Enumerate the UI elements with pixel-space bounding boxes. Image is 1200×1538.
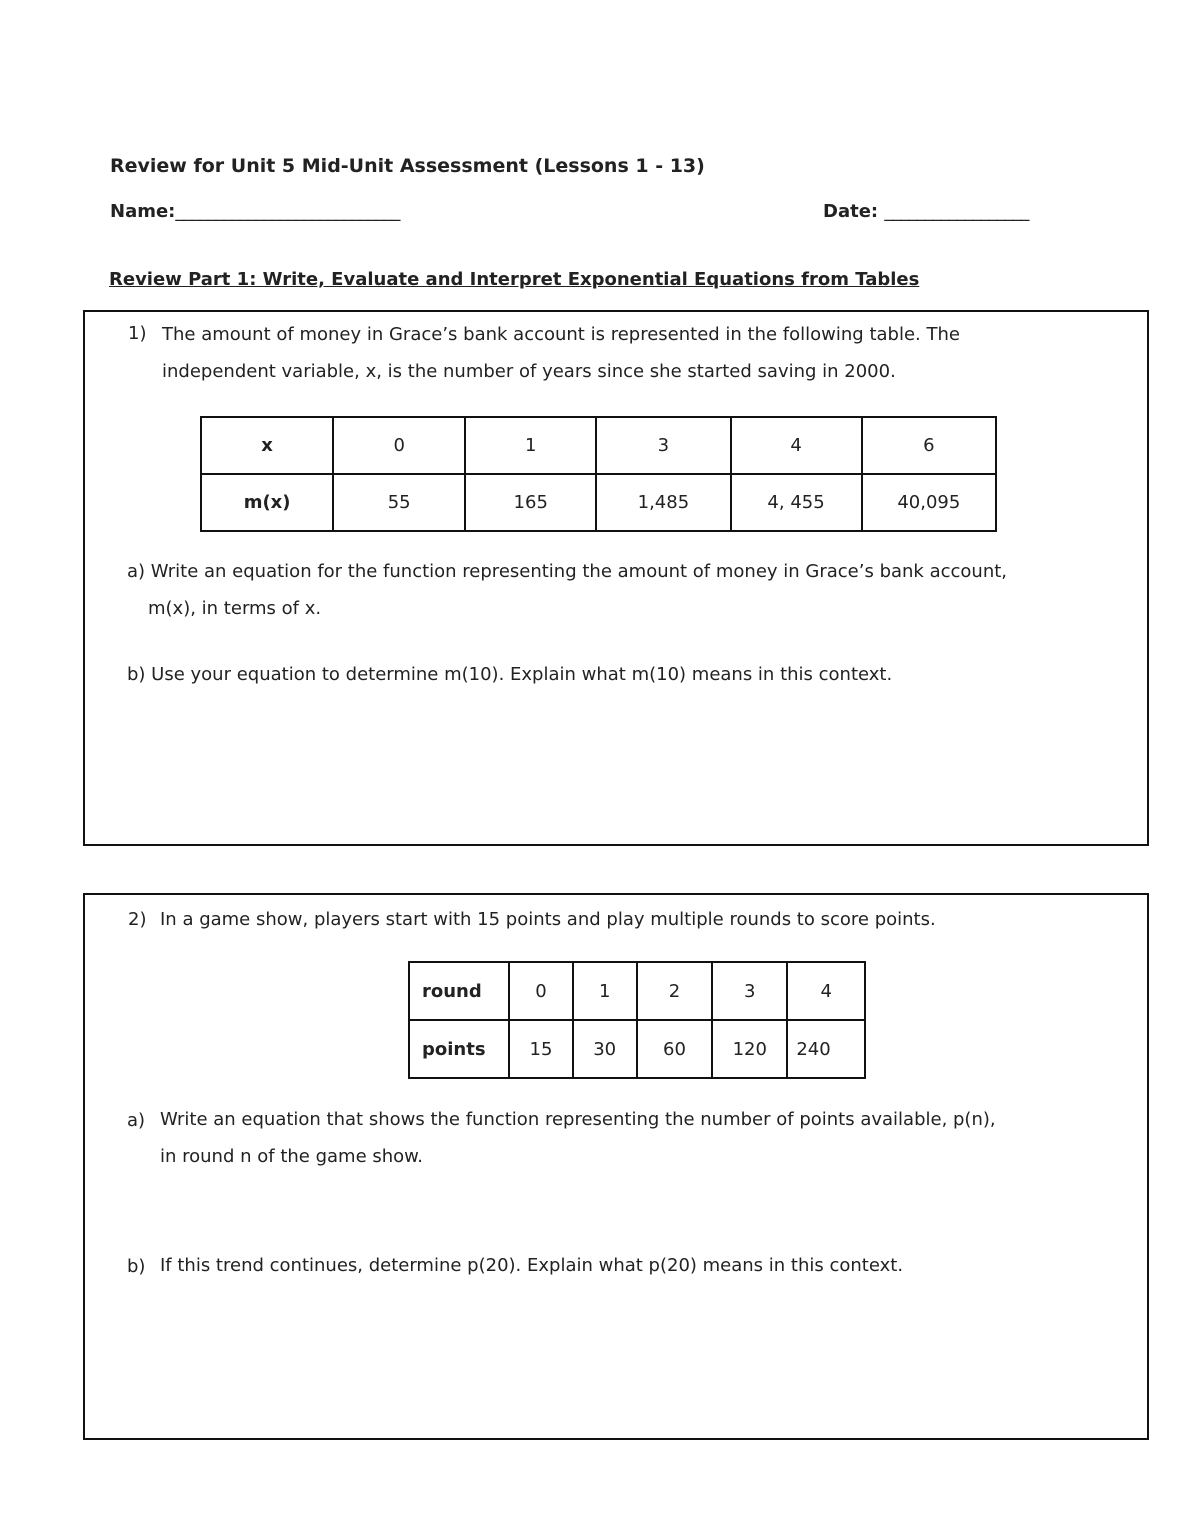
table-row xyxy=(201,417,996,474)
date-blank: __________________ xyxy=(884,201,1029,222)
table-cell-header: round xyxy=(409,962,509,1020)
question-1a-line1: a) Write an equation for the function representing the amount of money in Grace’s bank account, xyxy=(127,561,1008,582)
question-2a-line1: Write an equation that shows the function representing the number of points available, p(n), xyxy=(160,1109,996,1130)
table-cell: 55 xyxy=(333,474,465,531)
question-1-number: 1) xyxy=(128,323,147,344)
table-cell: 6 xyxy=(862,417,996,474)
question-2-table xyxy=(408,961,866,1079)
part1-heading: Review Part 1: Write, Evaluate and Interpret Exponential Equations from Tables xyxy=(109,269,920,290)
table-cell: 1 xyxy=(573,962,637,1020)
table-cell-header: m(x) xyxy=(201,474,333,531)
question-2b-line1: If this trend continues, determine p(20). Explain what p(20) means in this context. xyxy=(160,1255,904,1276)
question-1a-line2: m(x), in terms of x. xyxy=(148,598,322,619)
question-2-text-line1: In a game show, players start with 15 points and play multiple rounds to score points. xyxy=(160,909,936,930)
table-cell: 2 xyxy=(637,962,712,1020)
table-cell: 3 xyxy=(596,417,730,474)
question-1-text-line1: The amount of money in Grace’s bank account is represented in the following table. The xyxy=(162,324,960,345)
table-cell: 15 xyxy=(509,1020,572,1078)
name-field[interactable] xyxy=(110,201,399,222)
table-cell: 3 xyxy=(712,962,787,1020)
table-cell: 60 xyxy=(637,1020,712,1078)
date-label: Date: xyxy=(823,201,879,222)
table-cell-header: x xyxy=(201,417,333,474)
question-2-number: 2) xyxy=(128,909,147,930)
table-cell: 0 xyxy=(333,417,465,474)
table-row xyxy=(201,474,996,531)
question-2a-line2: in round n of the game show. xyxy=(160,1146,423,1167)
question-1-table xyxy=(200,416,997,532)
question-1b-line1: b) Use your equation to determine m(10). Explain what m(10) means in this context. xyxy=(127,664,893,685)
name-blank: ____________________________ xyxy=(175,201,400,222)
table-cell: 0 xyxy=(509,962,572,1020)
table-cell-header: points xyxy=(409,1020,509,1078)
date-field[interactable] xyxy=(823,201,1028,222)
question-1-text-line2: independent variable, x, is the number of years since she started saving in 2000. xyxy=(162,361,896,382)
table-cell: 1,485 xyxy=(596,474,730,531)
question-2b-label: b) xyxy=(127,1256,146,1277)
table-cell: 40,095 xyxy=(862,474,996,531)
table-cell: 4 xyxy=(731,417,862,474)
table-cell: 1 xyxy=(465,417,596,474)
question-2a-label: a) xyxy=(127,1110,146,1131)
table-row xyxy=(409,1020,865,1078)
table-row xyxy=(409,962,865,1020)
page-title: Review for Unit 5 Mid-Unit Assessment (Lessons 1 - 13) xyxy=(110,155,705,177)
name-label: Name: xyxy=(110,201,176,222)
table-cell: 4 xyxy=(787,962,865,1020)
table-cell: 4, 455 xyxy=(731,474,862,531)
table-cell: 165 xyxy=(465,474,596,531)
table-cell: 30 xyxy=(573,1020,637,1078)
table-cell: 120 xyxy=(712,1020,787,1078)
table-cell: 240 xyxy=(787,1020,865,1078)
